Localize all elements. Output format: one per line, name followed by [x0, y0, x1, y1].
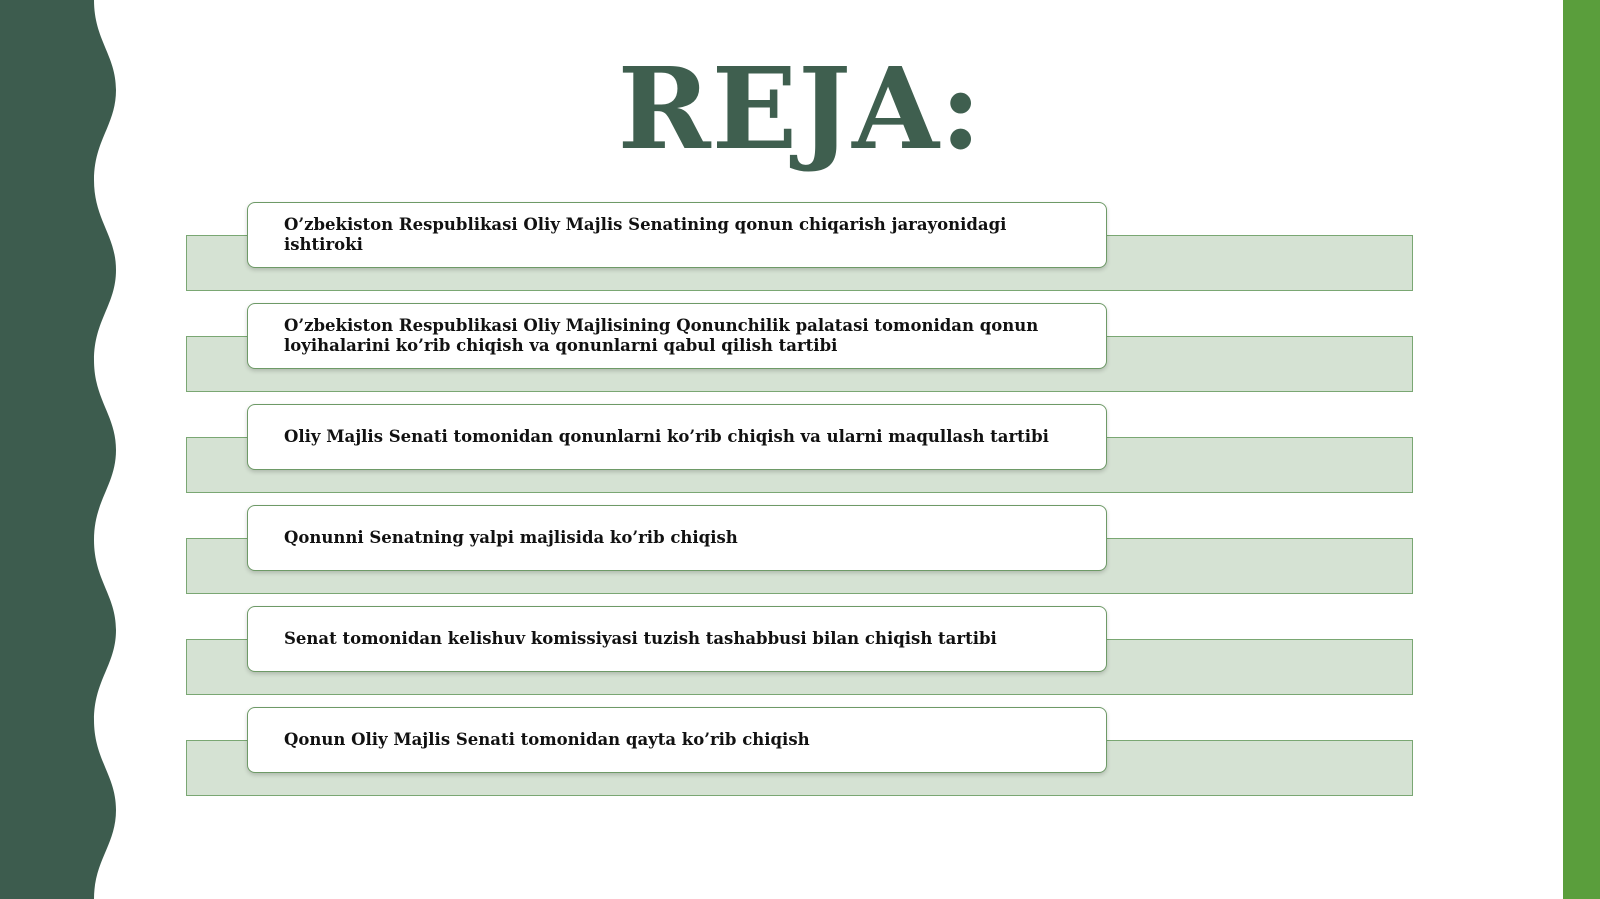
item-card — [247, 707, 1107, 773]
item-text: Oliy Majlis Senati tomonidan qonunlarni ko’rib chiqish va ularni maqullash tartibi — [284, 427, 1049, 446]
list-item — [0, 303, 1600, 393]
item-text: Senat tomonidan kelishuv komissiyasi tuzish tashabbusi bilan chiqish tartibi — [284, 629, 997, 648]
item-text: O’zbekiston Respublikasi Oliy Majlis Senatining qonun chiqarish jarayonidagi ishtiroki — [284, 215, 1007, 254]
list-item — [0, 404, 1600, 494]
item-text: Qonunni Senatning yalpi majlisida ko’rib chiqish — [284, 528, 738, 547]
list-item — [0, 606, 1600, 696]
item-card — [247, 202, 1107, 268]
item-card — [247, 606, 1107, 672]
item-text: O’zbekiston Respublikasi Oliy Majlisining Qonunchilik palatasi tomonidan qonun loyihalarini ko’rib chiqish va qonunlarni qabul qilish tartibi — [284, 316, 1039, 355]
item-card — [247, 505, 1107, 571]
list-item — [0, 707, 1600, 797]
list-item — [0, 505, 1600, 595]
item-card — [247, 303, 1107, 369]
item-card — [247, 404, 1107, 470]
item-text: Qonun Oliy Majlis Senati tomonidan qayta ko’rib chiqish — [284, 730, 810, 749]
list-item — [0, 202, 1600, 292]
page-title: REJA: — [617, 44, 983, 175]
